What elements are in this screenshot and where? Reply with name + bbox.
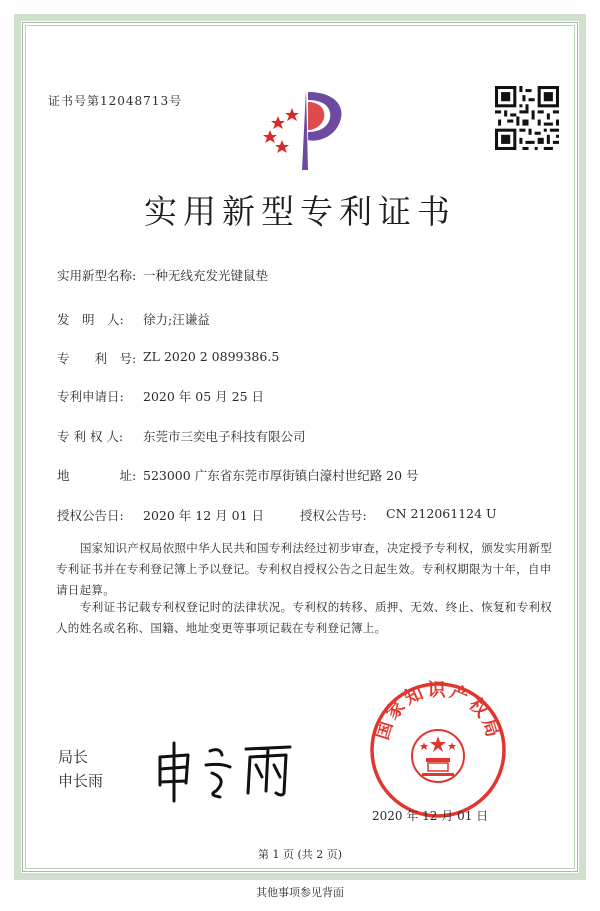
inventor-label: 发 明 人: bbox=[57, 312, 124, 327]
address-value: 523000 广东省东莞市厚街镇白濠村世纪路 20 号 bbox=[143, 468, 419, 483]
signer-title: 局长 bbox=[58, 748, 89, 766]
grant-date-label: 授权公告日: bbox=[57, 508, 124, 523]
patentee-value: 东莞市三奕电子科技有限公司 bbox=[143, 429, 306, 444]
inventor-value: 徐力;汪谦益 bbox=[143, 312, 210, 327]
certificate-title: 实用新型专利证书 bbox=[144, 192, 456, 231]
grant-date-value: 2020 年 12 月 01 日 bbox=[143, 508, 264, 523]
utility-model-name-label: 实用新型名称: bbox=[57, 268, 137, 283]
patent-number-value: ZL 2020 2 0899386.5 bbox=[143, 349, 280, 364]
filing-date-value: 2020 年 05 月 25 日 bbox=[143, 389, 264, 404]
cnipa-logo-icon bbox=[256, 78, 356, 178]
signer-name: 申长雨 bbox=[58, 772, 104, 790]
seal-text: 国家知识产权局 bbox=[371, 680, 505, 743]
logo-star-3 bbox=[285, 108, 299, 121]
grant-number-label: 授权公告号: bbox=[300, 508, 367, 523]
legal-paragraph-1: 国家知识产权局依照中华人民共和国专利法经过初步审查，决定授予专利权，颁发实用新型专利证书并在专利登记簿上予以登记。专利权自授权公告之日起生效。专利权期限为十年，自申请日起算。 bbox=[56, 541, 552, 597]
qr-code-icon bbox=[495, 86, 559, 150]
logo-star-1 bbox=[263, 130, 277, 143]
address-label: 地 址: bbox=[57, 468, 137, 483]
legal-paragraph-2: 专利证书记载专利权登记时的法律状况。专利权的转移、质押、无效、终止、恢复和专利权人的姓名或名称、国籍、地址变更等事项记载在专利登记簿上。 bbox=[56, 600, 552, 635]
official-seal-icon bbox=[368, 680, 508, 820]
back-note: 其他事项参见背面 bbox=[256, 886, 344, 899]
grant-number-value: CN 212061124 U bbox=[386, 506, 497, 521]
page-indicator: 第 1 页 (共 2 页) bbox=[257, 848, 343, 861]
patent-number-label: 专 利 号: bbox=[57, 351, 137, 366]
handwritten-signature-icon bbox=[150, 735, 310, 805]
utility-model-name-value: 一种无线充发光键鼠垫 bbox=[143, 268, 269, 283]
certificate-number: 证书号第12048713号 bbox=[48, 94, 183, 108]
logo-star-2 bbox=[271, 116, 285, 129]
svg-text:国家知识产权局 bbox=[372, 680, 504, 742]
patentee-label: 专 利 权 人: bbox=[57, 429, 124, 444]
seal-date: 2020 年 12 月 01 日 bbox=[372, 809, 489, 823]
logo-star-4 bbox=[275, 140, 289, 153]
filing-date-label: 专利申请日: bbox=[57, 389, 124, 404]
